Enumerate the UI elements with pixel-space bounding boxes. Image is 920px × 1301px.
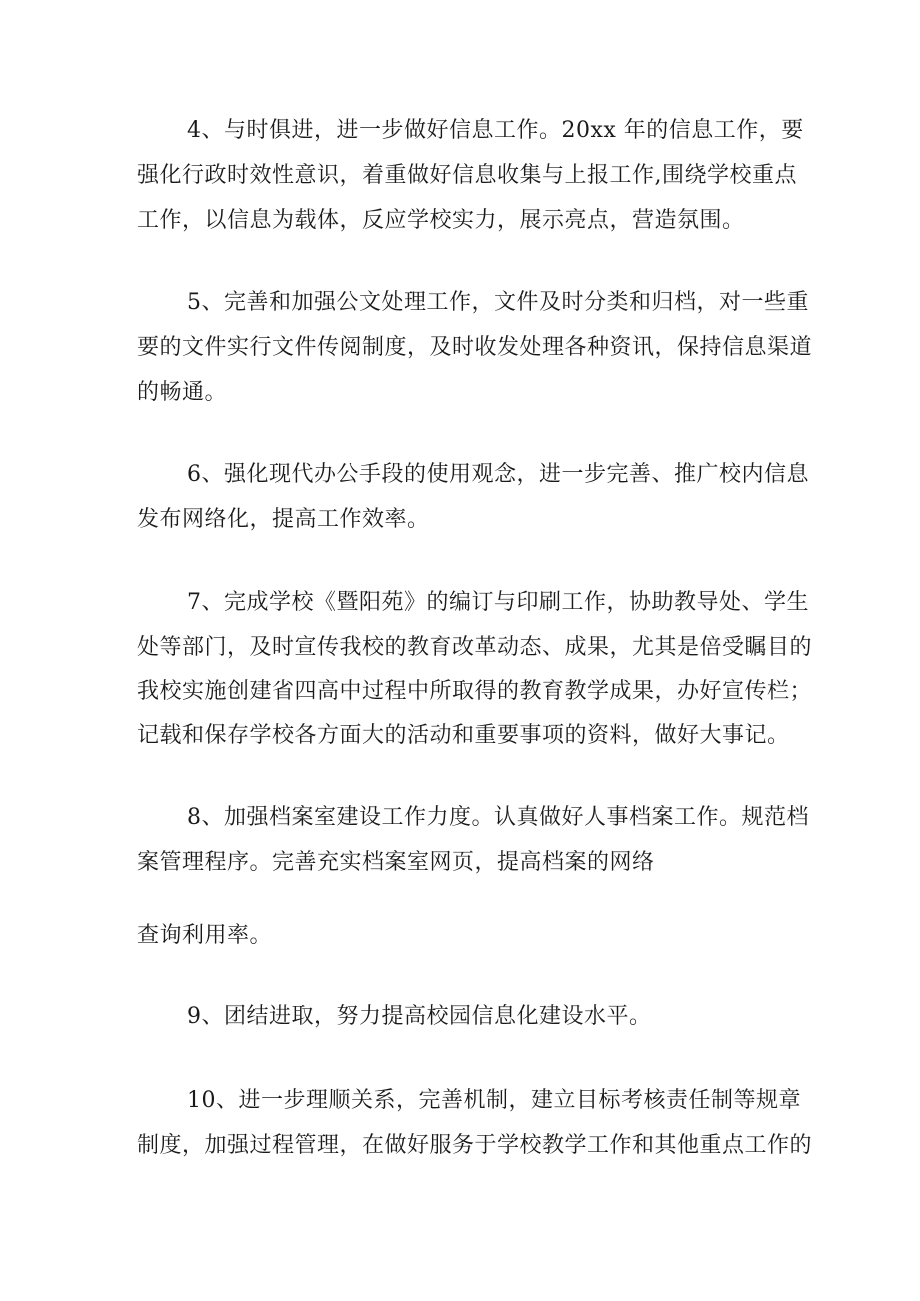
text-line: 发布网络化，提高工作效率。 (137, 507, 430, 532)
text-line: 处等部门，及时宣传我校的教育改革动态、成果，尤其是倍受瞩目的 (137, 635, 813, 660)
text-line: 9、团结进取，努力提高校园信息化建设水平。 (187, 1004, 652, 1029)
text-line: 的畅通。 (137, 380, 228, 405)
text-line: 强化行政时效性意识，着重做好信息收集与上报工作,围绕学校重点 (137, 163, 797, 188)
text-line: 工作，以信息为载体，反应学校实力，展示亮点，营造氛围。 (137, 208, 745, 233)
text-line: 7、完成学校《暨阳苑》的编订与印刷工作，协助教导处、学生 (187, 590, 809, 615)
text-line: 10、进一步理顺关系，完善机制，建立目标考核责任制等规章 (187, 1088, 801, 1113)
text-line: 4、与时俱进，进一步做好信息工作。20xx 年的信息工作，要 (187, 118, 804, 143)
text-line: 要的文件实行文件传阅制度，及时收发处理各种资讯，保持信息渠道 (137, 335, 813, 360)
text-line: 记载和保存学校各方面大的活动和重要事项的资料，做好大事记。 (137, 723, 790, 748)
text-line: 6、强化现代办公手段的使用观念，进一步完善、推广校内信息 (187, 462, 809, 487)
text-line: 案管理程序。完善充实档案室网页，提高档案的网络 (137, 850, 655, 875)
text-line: 制度，加强过程管理，在做好服务于学校教学工作和其他重点工作的 (137, 1133, 813, 1158)
text-line: 我校实施创建省四高中过程中所取得的教育教学成果，办好宣传栏； (137, 679, 813, 704)
text-line: 查询利用率。 (137, 923, 273, 948)
text-line: 5、完善和加强公文处理工作，文件及时分类和归档，对一些重 (187, 290, 809, 315)
text-line: 8、加强档案室建设工作力度。认真做好人事档案工作。规范档 (187, 805, 809, 830)
